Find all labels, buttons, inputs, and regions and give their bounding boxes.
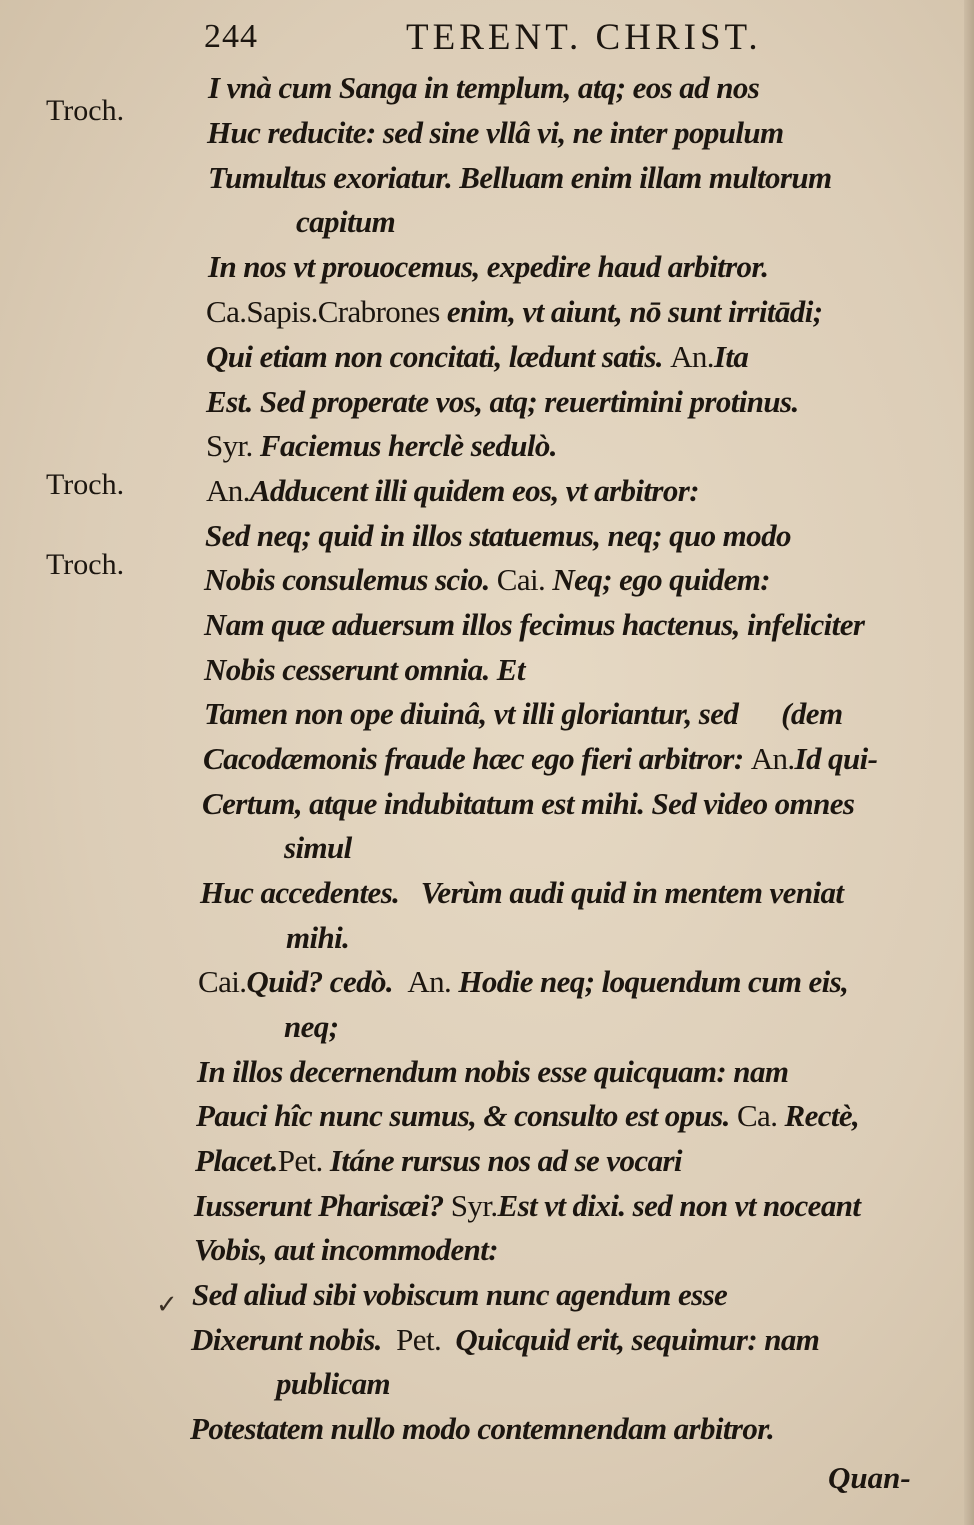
text-line: Placet.Pet. Itáne rursus nos ad se vocari — [195, 1143, 682, 1178]
text-line: In illos decernendum nobis esse quicquam: nam — [197, 1054, 789, 1089]
speaker-label: Pet. — [396, 1322, 442, 1357]
text-line: Potestatem nullo modo contemnendam arbitror. — [190, 1411, 775, 1446]
text-line: Dixerunt nobis. Pet. Quicquid erit, sequimur: nam — [191, 1322, 820, 1357]
text-line: Huc reducite: sed sine vllâ vi, ne inter populum — [207, 115, 784, 150]
text-line: Tamen non ope diuinâ, vt illi gloriantur, sed (dem — [204, 696, 843, 731]
text-line: Qui etiam non concitati, lædunt satis. An.Ita — [206, 339, 749, 374]
speaker-label: An. — [407, 964, 452, 999]
speaker-label: Pet. — [277, 1143, 323, 1178]
text-line: Est. Sed properate vos, atq; reuertimini protinus. — [206, 384, 799, 419]
text-line: Iusserunt Pharisæi? Syr.Est vt dixi. sed non vt noceant — [194, 1188, 861, 1223]
text-line: mihi. — [286, 920, 350, 955]
text-line: In nos vt prouocemus, expedire haud arbitror. — [208, 249, 769, 284]
speaker-label: Syr. — [450, 1188, 498, 1223]
text-line: Sed neq; quid in illos statuemus, neq; quo modo — [205, 518, 791, 553]
text-line: Certum, atque indubitatum est mihi. Sed video omnes — [202, 786, 855, 821]
speaker-label: Syr. — [206, 428, 253, 463]
margin-note: Troch. — [46, 548, 125, 581]
page-edge — [964, 0, 974, 1525]
speaker-label: Cai. — [496, 562, 546, 597]
text-line: Cacodæmonis fraude hæc ego fieri arbitror: An.Id qui- — [203, 741, 878, 776]
running-head: TERENT. CHRIST. — [406, 17, 762, 58]
speaker-label: An. — [206, 473, 250, 508]
speaker-label: Cai. — [198, 964, 247, 999]
page-header — [204, 14, 804, 58]
text-line: Nobis cesserunt omnia. Et — [204, 652, 525, 687]
text-line: Huc accedentes. Verùm audi quid in mentem veniat — [200, 875, 844, 910]
margin-note: Troch. — [46, 94, 125, 127]
text-line: simul — [284, 830, 352, 865]
catchword: Quan- — [828, 1460, 911, 1495]
speaker-label: An. — [750, 741, 795, 776]
text-line: Ca.Sapis.Crabrones enim, vt aiunt, nō sunt irritādi; — [206, 294, 823, 329]
speaker-label: Ca. — [206, 294, 247, 329]
speaker-label: An. — [670, 339, 714, 374]
margin-note: Troch. — [46, 468, 125, 501]
text-line: Vobis, aut incommodent: — [194, 1232, 498, 1267]
text-line: Sed aliud sibi vobiscum nunc agendum esse — [192, 1277, 728, 1312]
text-line: Nobis consulemus scio. Cai. Neq; ego quidem: — [204, 562, 771, 597]
text-line: capitum — [296, 204, 396, 239]
text-line: Tumultus exoriatur. Belluam enim illam multorum — [208, 160, 832, 195]
text-line: An.Adducent illi quidem eos, vt arbitror: — [206, 473, 699, 508]
text-line: I vnà cum Sanga in templum, atq; eos ad nos — [208, 70, 760, 105]
speaker-label: Ca. — [736, 1098, 778, 1133]
text-line: Nam quæ aduersum illos fecimus hactenus, infeliciter — [204, 607, 865, 642]
margin-mark: ✓ — [156, 1290, 178, 1319]
page-number: 244 — [204, 18, 258, 55]
text-line: Pauci hîc nunc sumus, & consulto est opus. Ca. Rectè, — [196, 1098, 860, 1133]
text-line: Cai.Quid? cedò. An. Hodie neq; loquendum cum eis, — [198, 964, 849, 999]
text-line: neq; — [284, 1009, 339, 1044]
text-line: publicam — [276, 1366, 391, 1401]
text-line: Syr. Faciemus herclè sedulò. — [206, 428, 557, 463]
